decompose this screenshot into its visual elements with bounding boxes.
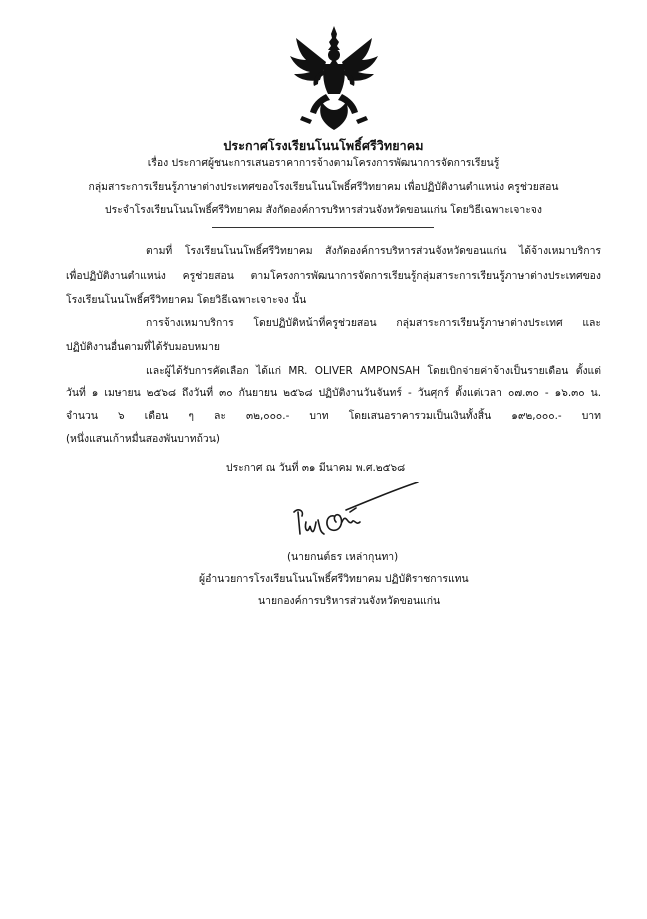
- para3-line-4: (หนึ่งแสนเก้าหมื่นสองพันบาทถ้วน): [66, 433, 220, 445]
- garuda-emblem-icon: [288, 24, 380, 132]
- subject-line-3: ประจำโรงเรียนโนนโพธิ์ศรีวิทยาคม สังกัดองค์การบริหารส่วนจังหวัดขอนแก่น โดยวิธีเฉพาะเจาะจง: [105, 204, 542, 216]
- para3-line-1: และผู้ได้รับการคัดเลือก ได้แก่ MR. OLIVER AMPONSAH โดยเบิกจ่ายค่าจ้างเป็นรายเดือน ตั้งแต่: [146, 365, 601, 377]
- para2-line-2: ปฏิบัติงานอื่นตามที่ได้รับมอบหมาย: [66, 341, 221, 353]
- signatory-name: (นายกนต์ธร เหล่ากุนทา): [287, 551, 399, 563]
- signatory-position-1: ผู้อำนวยการโรงเรียนโนนโพธิ์ศรีวิทยาคม ปฏิบัติราชการแทน: [199, 573, 469, 585]
- para2-line-1: การจ้างเหมาบริการ โดยปฏิบัติหน้าที่ครูช่วยสอน กลุ่มสาระการเรียนรู้ภาษาต่างประเทศ และ: [146, 317, 601, 329]
- signatory-position-2: นายกองค์การบริหารส่วนจังหวัดขอนแก่น: [258, 595, 441, 607]
- announcement-date: ประกาศ ณ วันที่ ๓๑ มีนาคม พ.ศ.๒๕๖๘: [226, 462, 406, 474]
- para1-line-1: ตามที่ โรงเรียนโนนโพธิ์ศรีวิทยาคม สังกัดองค์การบริหารส่วนจังหวัดขอนแก่น ได้จ้างเหมาบริการ: [146, 245, 601, 257]
- subject-line-2: กลุ่มสาระการเรียนรู้ภาษาต่างประเทศของโรงเรียนโนนโพธิ์ศรีวิทยาคม เพื่อปฏิบัติงานตำแหน่ง ครูช่วยสอน: [88, 181, 559, 193]
- para1-line-2: เพื่อปฏิบัติงานตำแหน่ง ครูช่วยสอน ตามโครงการพัฒนาการจัดการเรียนรู้กลุ่มสาระการเรียนรู้ภาษาต่างประเทศของ: [66, 270, 601, 282]
- subject-line-1: เรื่อง ประกาศผู้ชนะการเสนอราคาการจ้างตามโครงการพัฒนาการจัดการเรียนรู้: [147, 157, 500, 169]
- divider: [212, 227, 434, 228]
- para3-line-2: วันที่ ๑ เมษายน ๒๕๖๘ ถึงวันที่ ๓๐ กันยายน ๒๕๖๘ ปฏิบัติงานวันจันทร์ - วันศุกร์ ตั้งแต่เวลา ๐๗.๓๐ - ๑๖.๓๐ น.: [66, 387, 601, 399]
- announcement-title: ประกาศโรงเรียนโนนโพธิ์ศรีวิทยาคม: [223, 138, 424, 153]
- para3-line-3: จำนวน ๖ เดือน ๆ ละ ๓๒,๐๐๐.- บาท โดยเสนอราคารวมเป็นเงินทั้งสิ้น ๑๙๒,๐๐๐.- บาท: [66, 410, 601, 422]
- para1-line-3: โรงเรียนโนนโพธิ์ศรีวิทยาคม โดยวิธีเฉพาะเจาะจง นั้น: [66, 294, 307, 306]
- handwritten-signature: [290, 482, 420, 542]
